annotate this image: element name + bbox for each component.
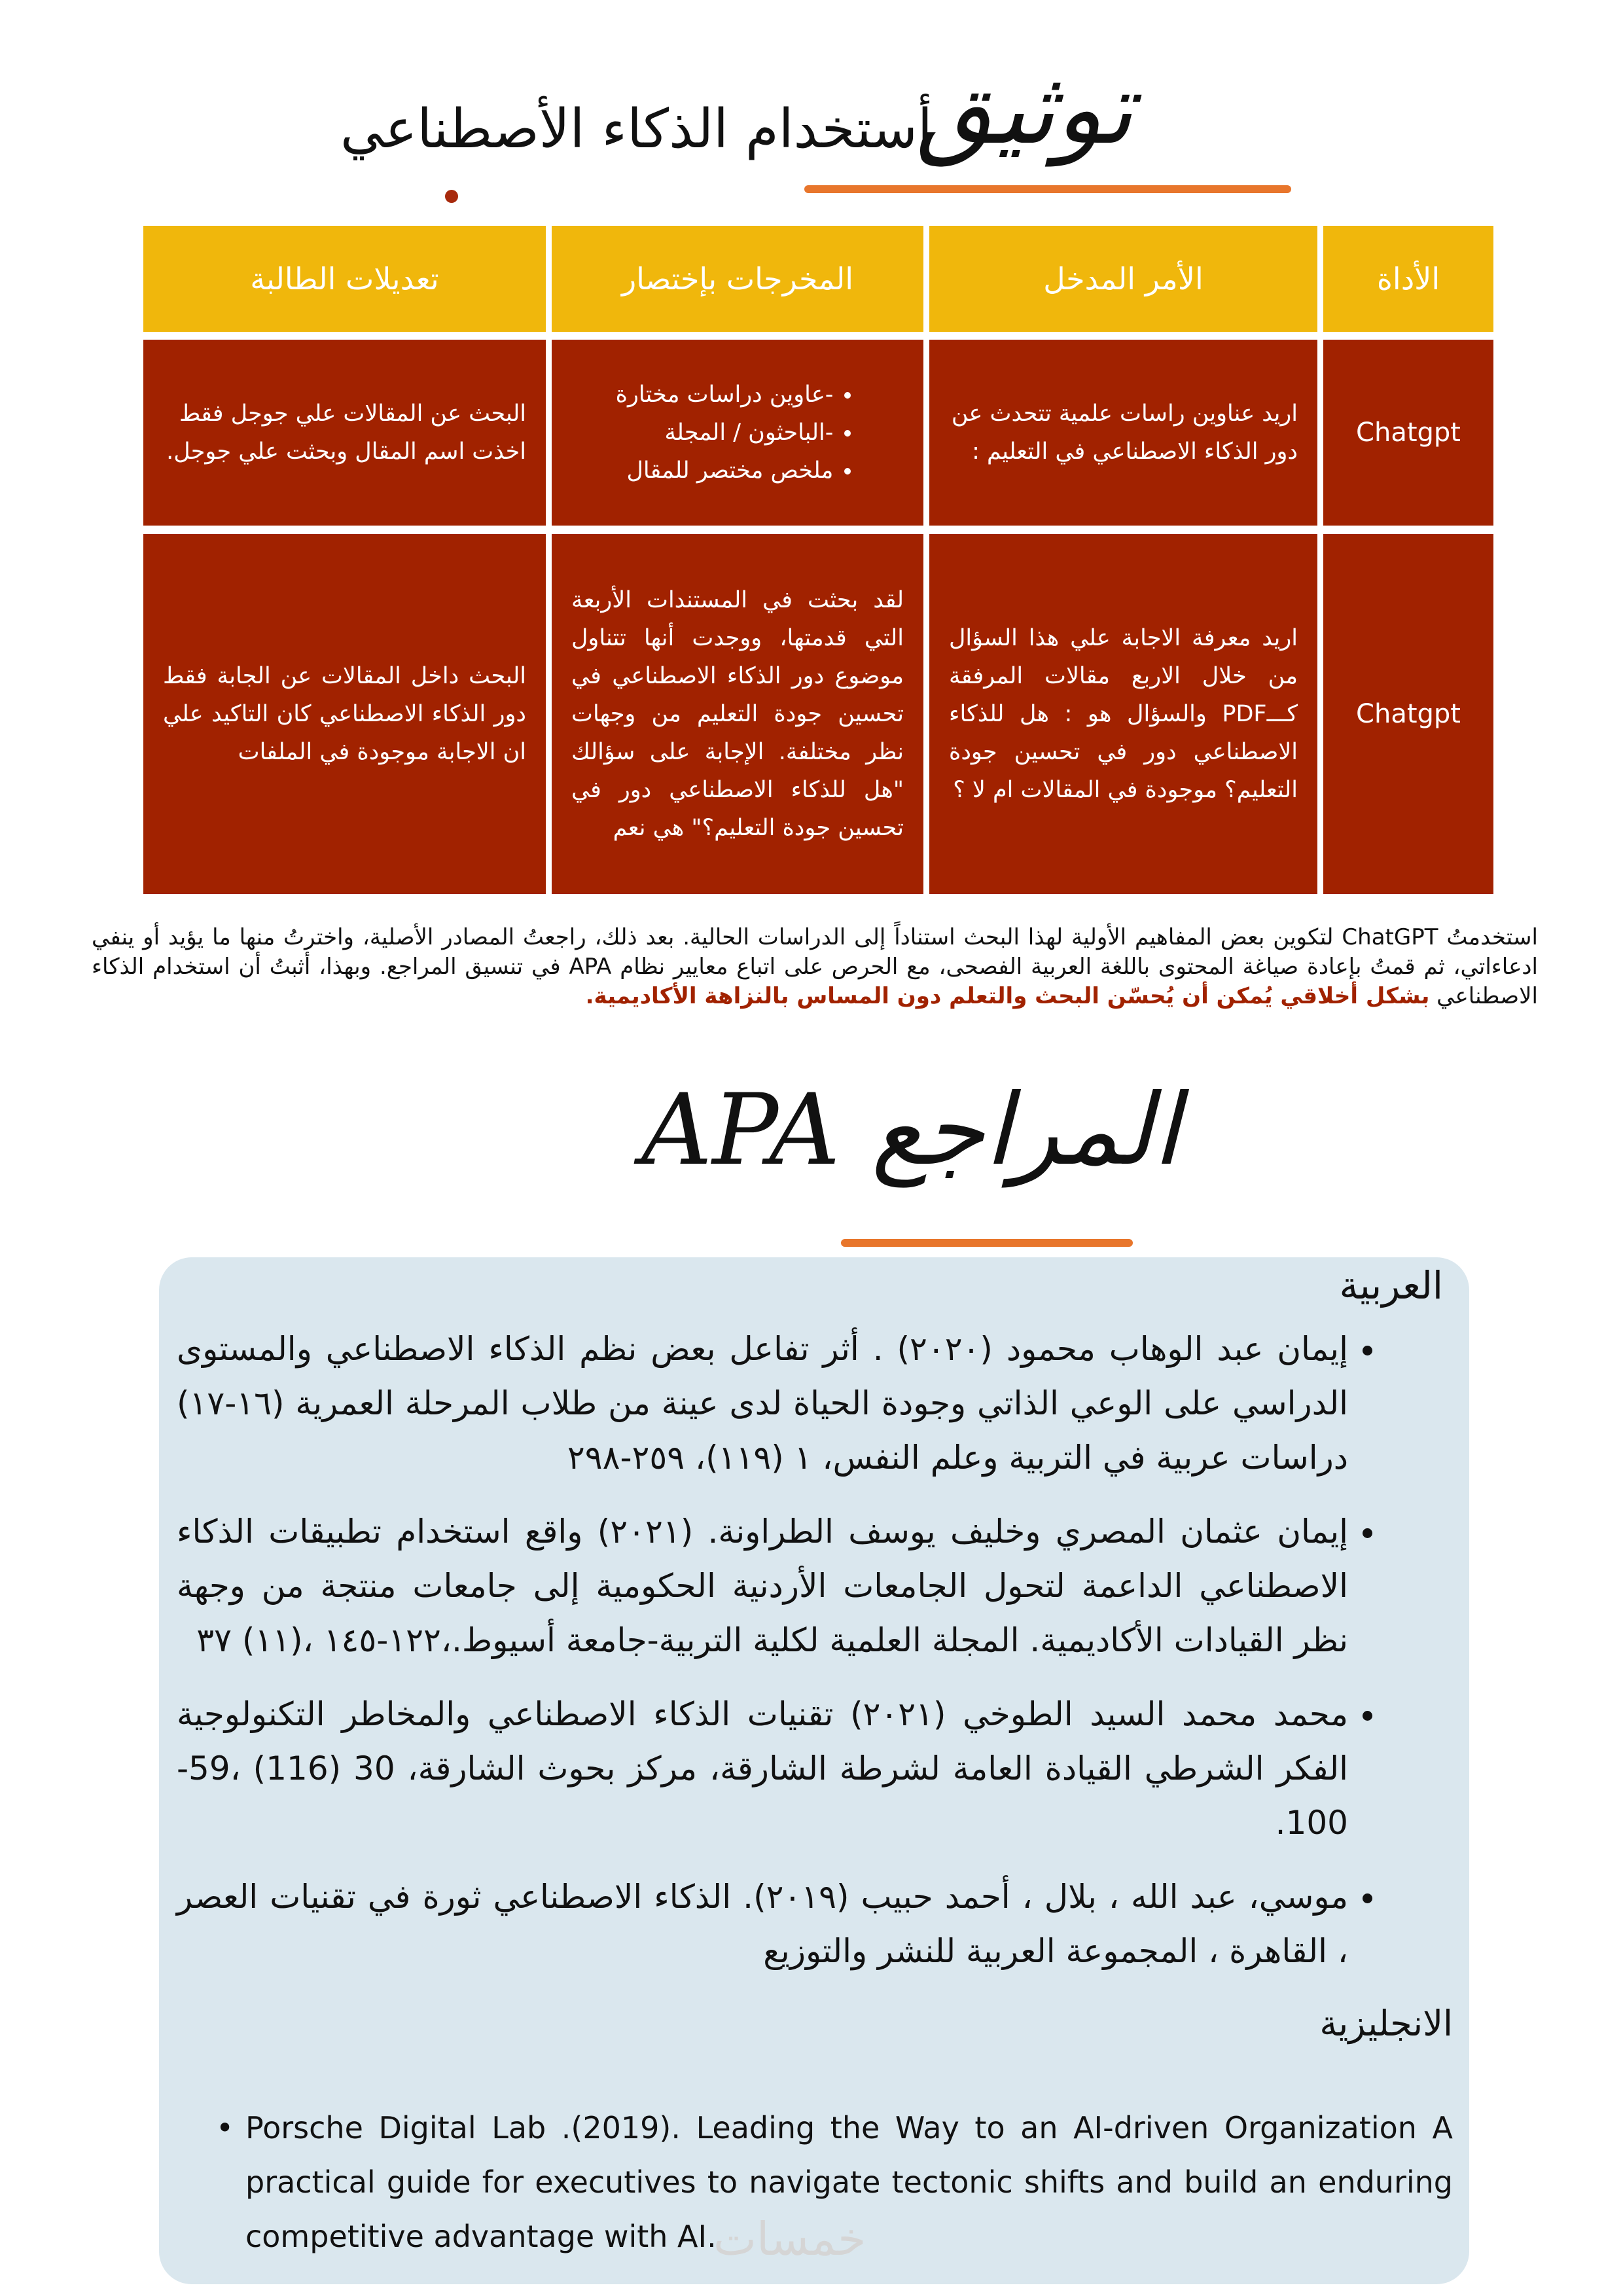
- arabic-label: العربية: [1339, 1263, 1443, 1308]
- row2-edits: البحث داخل المقالات عن الجابة فقط دور الذكاء الاصطناعي كان التاكيد علي ان الاجابة موجودة في الملفات: [143, 534, 546, 894]
- row1-edits: البحث عن المقالات علي جوجل فقط اخذت اسم المقال وبحثت علي جوجل.: [143, 340, 546, 526]
- title-underline: [804, 185, 1291, 193]
- arabic-references: [177, 1322, 1381, 1998]
- row2-output: لقد بحثت في المستندات الأربعة التي قدمتها، ووجدت أنها تتناول موضوع دور الذكاء الاصطناعي في تحسين جودة التعليم من وجهات نظر مختلفة. الإجابة على سؤالك "هل للذكاء الاصطناعي دور في تحسين جودة التعليم؟" هي نعم: [552, 534, 923, 894]
- reference-item: • إيمان عبد الوهاب محمود (٢٠٢٠) . أثر تفاعل بعض نظم الذكاء الاصطناعي والمستوى الدراسي على الوعي الذاتي وجودة الحياة لدى عينة من طلاب المرحلة العمرية (١٦-١٧) دراسات عربية في التربية وعلم النفس، ١ (١١٩)، ٢٥٩-٢٩٨: [177, 1322, 1348, 1485]
- reference-item: • موسي، عبد الله ، بلال ، أحمد حبيب (٢٠١٩). الذكاء الاصطناعي ثورة في تقنيات العصر ، القاهرة ، المجموعة العربية للنشر والتوزيع: [177, 1870, 1348, 1979]
- references-underline: [841, 1239, 1133, 1247]
- row2-tool: Chatgpt: [1323, 534, 1493, 894]
- header-prompt: الأمر المدخل: [929, 226, 1317, 332]
- row1-output: [552, 340, 923, 526]
- output-item: • -الباحثون / المجلة: [616, 414, 834, 452]
- header-output: المخرجات بإختصار: [552, 226, 923, 332]
- header-edits: تعديلات الطالبة: [143, 226, 546, 332]
- reference-item: • إيمان عثمان المصري وخليف يوسف الطراونة. (٢٠٢١) واقع استخدام تطبيقات الذكاء الاصطناعي الداعمة لتحول الجامعات الأردنية الحكومية إلى جامعات منتجة من وجهة نظر القيادات الأكاديمية. المجلة العلمية لكلية التربية-جامعة أسيوط.،١٢٢-١٤٥ ،(١١) ٣٧: [177, 1505, 1348, 1668]
- row1-prompt: اريد عناوين راسات علمية تتحدث عن دور الذكاء الاصطناعي في التعليم :: [929, 340, 1317, 526]
- row1-tool: Chatgpt: [1323, 340, 1493, 526]
- output-item: • ملخص مختصر للمقال: [616, 452, 834, 490]
- decorative-dot: [445, 190, 458, 203]
- watermark: خمسات: [713, 2212, 866, 2266]
- statement-text: استخدمتُ ChatGPT لتكوين بعض المفاهيم الأولية لهذا البحث استناداً إلى الدراسات الحالية. بعد ذلك، راجعتُ المصادر الأصلية، واخترتُ منها ما يؤيد أو ينفي ادعاءاتي، ثم قمتُ بإعادة صياغة المحتوى باللغة العربية الفصحى، مع الحرص على اتباع معايير نظام APA في تنسيق المراجع. وبهذا، أثبتُ أن استخدام الذكاء الاصطناعي: [92, 924, 1538, 1009]
- english-label: الانجليزية: [1319, 2003, 1453, 2044]
- title-main: توثيق: [916, 52, 1133, 166]
- statement-highlight: بشكل أخلاقي يُمكن أن يُحسّن البحث والتعلم دون المساس بالنزاهة الأكاديمية.: [585, 983, 1430, 1009]
- title-sub: أستخدام الذكاء الأصطناعي: [340, 98, 933, 160]
- reference-item: • Porsche Digital Lab .(2019). Leading the Way to an AI-driven Organization A practical guide for executives to navigate tectonic shifts and build an enduring competitive advantage with AI.: [216, 2101, 1453, 2264]
- references-title: APA المراجع: [641, 1073, 1180, 1187]
- row2-prompt: اريد معرفة الاجابة علي هذا السؤال من خلال الاربع مقالات المرفقة كـــPDF والسؤال هو : هل للذكاء الاصطناعي دور في تحسين جودة التعليم؟ موجودة في المقالات ام لا ؟: [929, 534, 1317, 894]
- header-tool: الأداة: [1323, 226, 1493, 332]
- usage-statement: [92, 923, 1538, 1011]
- reference-item: • محمد محمد السيد الطوخي (٢٠٢١) تقنيات الذكاء الاصطناعي والمخاطر التكنولوجية الفكر الشرطي القيادة العامة لشرطة الشارقة، مركز بحوث الشارقة، 30 (116) ،59-100.: [177, 1687, 1348, 1850]
- output-item: • -عاوين دراسات مختارة: [616, 376, 834, 414]
